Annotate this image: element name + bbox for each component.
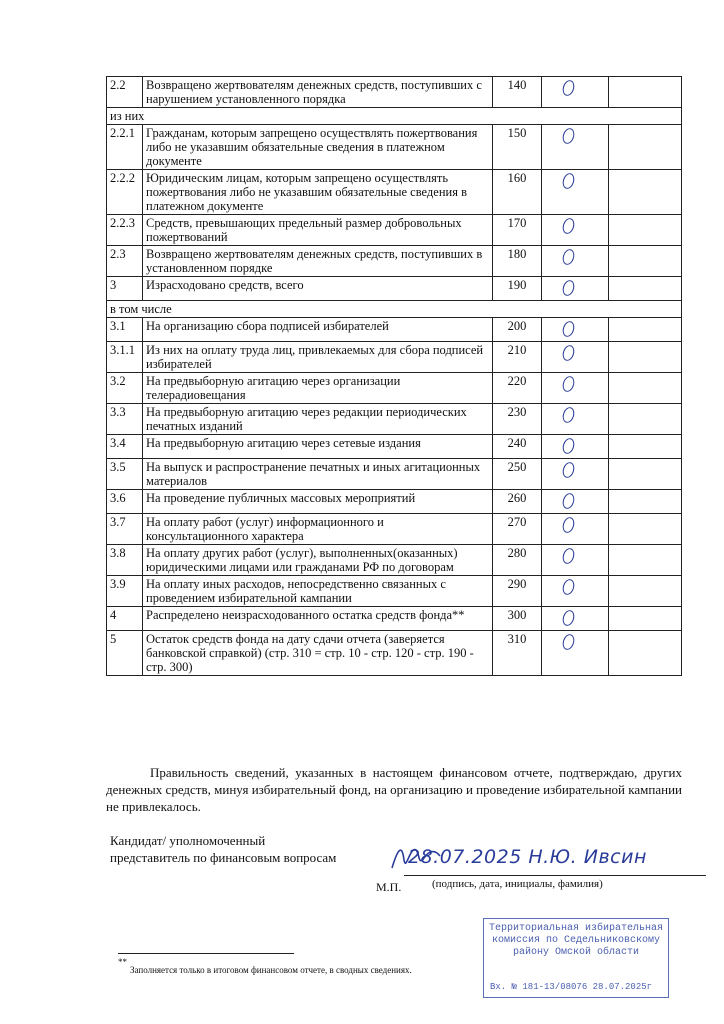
row-description-cell: Израсходовано средств, всего: [143, 277, 493, 301]
row-extra-cell: [609, 490, 682, 514]
handwritten-zero-value: [561, 320, 576, 339]
stamp-line-1: Территориальная избирательная: [488, 923, 664, 934]
table-subheader-row: [107, 108, 682, 125]
signatory-label-line1: Кандидат/ уполномоченный: [110, 833, 266, 848]
row-extra-cell: [609, 373, 682, 404]
row-number-cell: 3.4: [107, 435, 143, 459]
signatory-label: [110, 832, 336, 866]
row-number-cell: 4: [107, 607, 143, 631]
footnote-marker: **: [118, 957, 127, 967]
registration-stamp: [483, 918, 669, 998]
signature-caption: (подпись, дата, инициалы, фамилия): [432, 878, 603, 890]
row-amount-cell: [542, 246, 609, 277]
row-number-cell: 3.6: [107, 490, 143, 514]
row-description-cell: Возвращено жертвователям денежных средств, поступивших в установленном порядке: [143, 246, 493, 277]
row-amount-cell: [542, 170, 609, 215]
table-row: [107, 459, 682, 490]
row-extra-cell: [609, 277, 682, 301]
row-amount-cell: [542, 607, 609, 631]
row-code-cell: 300: [493, 607, 542, 631]
row-code-cell: 230: [493, 404, 542, 435]
handwritten-zero-value: [561, 461, 576, 480]
footnote-divider: [118, 953, 294, 954]
row-extra-cell: [609, 545, 682, 576]
row-amount-cell: [542, 373, 609, 404]
handwritten-zero-value: [561, 344, 576, 363]
stamp-line-2: комиссия по Седельниковскому: [491, 935, 661, 946]
subheader-cell: в том числе: [107, 301, 682, 318]
row-number-cell: 3.8: [107, 545, 143, 576]
row-amount-cell: [542, 576, 609, 607]
row-code-cell: 200: [493, 318, 542, 342]
row-number-cell: 3.2: [107, 373, 143, 404]
row-number-cell: 3.3: [107, 404, 143, 435]
row-code-cell: 170: [493, 215, 542, 246]
table-row: [107, 342, 682, 373]
row-description-cell: На организацию сбора подписей избирателей: [143, 318, 493, 342]
seal-place-label: М.П.: [376, 880, 402, 894]
row-description-cell: Остаток средств фонда на дату сдачи отчета (заверяется банковской справкой) (стр. 310 = стр. 10 - стр. 120 - стр. 190 - стр. 300): [143, 631, 493, 676]
row-number-cell: 2.2.2: [107, 170, 143, 215]
table-row: [107, 404, 682, 435]
row-extra-cell: [609, 459, 682, 490]
stamp-line-3: району Омской области: [512, 947, 640, 958]
handwritten-zero-value: [561, 633, 576, 652]
row-number-cell: 3.5: [107, 459, 143, 490]
handwritten-zero-value: [561, 516, 576, 535]
row-number-cell: 2.2: [107, 77, 143, 108]
row-description-cell: Из них на оплату труда лиц, привлекаемых для сбора подписей избирателей: [143, 342, 493, 373]
financial-report-table: [106, 76, 682, 676]
row-description-cell: Возвращено жертвователям денежных средств, поступивших с нарушением установленного порядка: [143, 77, 493, 108]
row-code-cell: 180: [493, 246, 542, 277]
handwritten-zero-value: [561, 578, 576, 597]
row-description-cell: Средств, превышающих предельный размер добровольных пожертвований: [143, 215, 493, 246]
table-row: [107, 545, 682, 576]
row-amount-cell: [542, 215, 609, 246]
row-description-cell: На предвыборную агитацию через редакции периодических печатных изданий: [143, 404, 493, 435]
handwritten-zero-value: [561, 127, 576, 146]
row-number-cell: 3.9: [107, 576, 143, 607]
table-row: [107, 576, 682, 607]
handwritten-zero-value: [561, 375, 576, 394]
row-extra-cell: [609, 342, 682, 373]
table-row: [107, 490, 682, 514]
table-row: [107, 631, 682, 676]
row-code-cell: 310: [493, 631, 542, 676]
row-description-cell: На проведение публичных массовых мероприятий: [143, 490, 493, 514]
row-number-cell: 2.2.1: [107, 125, 143, 170]
handwritten-zero-value: [561, 437, 576, 456]
handwritten-zero-value: [561, 172, 576, 191]
row-code-cell: 220: [493, 373, 542, 404]
handwritten-zero-value: [561, 79, 576, 98]
row-amount-cell: [542, 277, 609, 301]
handwritten-zero-value: [561, 248, 576, 267]
row-amount-cell: [542, 318, 609, 342]
row-code-cell: 240: [493, 435, 542, 459]
row-code-cell: 280: [493, 545, 542, 576]
row-description-cell: На предвыборную агитацию через сетевые издания: [143, 435, 493, 459]
row-number-cell: 5: [107, 631, 143, 676]
row-extra-cell: [609, 631, 682, 676]
handwritten-zero-value: [561, 547, 576, 566]
row-number-cell: 3.7: [107, 514, 143, 545]
row-number-cell: 2.3: [107, 246, 143, 277]
row-number-cell: 3: [107, 277, 143, 301]
table-subheader-row: [107, 301, 682, 318]
table-row: [107, 318, 682, 342]
handwritten-date-initials: 28.07.2025 Н.Ю. Ивсин: [408, 846, 647, 868]
row-code-cell: 190: [493, 277, 542, 301]
row-description-cell: Распределено неизрасходованного остатка средств фонда**: [143, 607, 493, 631]
signature-line: [404, 875, 706, 876]
row-extra-cell: [609, 125, 682, 170]
row-extra-cell: [609, 77, 682, 108]
row-extra-cell: [609, 576, 682, 607]
row-number-cell: 2.2.3: [107, 215, 143, 246]
row-extra-cell: [609, 607, 682, 631]
row-code-cell: 150: [493, 125, 542, 170]
row-code-cell: 250: [493, 459, 542, 490]
row-description-cell: На оплату работ (услуг) информационного и консультационного характера: [143, 514, 493, 545]
table-row: [107, 277, 682, 301]
row-number-cell: 3.1.1: [107, 342, 143, 373]
table-row: [107, 514, 682, 545]
row-amount-cell: [542, 77, 609, 108]
row-amount-cell: [542, 459, 609, 490]
subheader-cell: из них: [107, 108, 682, 125]
row-description-cell: На выпуск и распространение печатных и иных агитационных материалов: [143, 459, 493, 490]
row-amount-cell: [542, 631, 609, 676]
table-row: [107, 215, 682, 246]
table-row: [107, 435, 682, 459]
row-description-cell: Гражданам, которым запрещено осуществлять пожертвования либо не указавшим обязательные сведения в платежном документе: [143, 125, 493, 170]
handwritten-zero-value: [561, 217, 576, 236]
row-description-cell: Юридическим лицам, которым запрещено осуществлять пожертвования либо не указавшим обязательные сведения в платежном документе: [143, 170, 493, 215]
table-row: [107, 125, 682, 170]
row-description-cell: На оплату других работ (услуг), выполненных(оказанных) юридическими лицами или гражданами РФ по договорам: [143, 545, 493, 576]
row-extra-cell: [609, 170, 682, 215]
table-row: [107, 607, 682, 631]
row-code-cell: 210: [493, 342, 542, 373]
row-description-cell: На предвыборную агитацию через организации телерадиовещания: [143, 373, 493, 404]
row-extra-cell: [609, 318, 682, 342]
table-row: [107, 373, 682, 404]
row-extra-cell: [609, 435, 682, 459]
row-extra-cell: [609, 404, 682, 435]
row-amount-cell: [542, 514, 609, 545]
row-code-cell: 160: [493, 170, 542, 215]
stamp-registration-number: Вх. № 181-13/08076 28.07.2025г: [490, 982, 653, 992]
row-code-cell: 270: [493, 514, 542, 545]
signatory-label-line2: представитель по финансовым вопросам: [110, 850, 337, 865]
row-number-cell: 3.1: [107, 318, 143, 342]
row-amount-cell: [542, 342, 609, 373]
row-amount-cell: [542, 545, 609, 576]
handwritten-zero-value: [561, 279, 576, 298]
row-extra-cell: [609, 246, 682, 277]
row-code-cell: 140: [493, 77, 542, 108]
row-extra-cell: [609, 514, 682, 545]
table-row: [107, 170, 682, 215]
confirmation-statement: Правильность сведений, указанных в настоящем финансовом отчете, подтверждаю, других денежных средств, минуя избирательный фонд, на организацию и проведение избирательной кампании не привлекалось.: [106, 765, 682, 814]
table-row: [107, 77, 682, 108]
footnote-text: Заполняется только в итоговом финансовом отчете, в сводных сведениях.: [130, 965, 412, 975]
row-description-cell: На оплату иных расходов, непосредственно связанных с проведением избирательной кампании: [143, 576, 493, 607]
table-row: [107, 246, 682, 277]
handwritten-zero-value: [561, 609, 576, 628]
handwritten-zero-value: [561, 406, 576, 425]
handwritten-zero-value: [561, 492, 576, 511]
row-extra-cell: [609, 215, 682, 246]
row-amount-cell: [542, 404, 609, 435]
row-code-cell: 290: [493, 576, 542, 607]
row-amount-cell: [542, 490, 609, 514]
row-amount-cell: [542, 125, 609, 170]
row-code-cell: 260: [493, 490, 542, 514]
row-amount-cell: [542, 435, 609, 459]
